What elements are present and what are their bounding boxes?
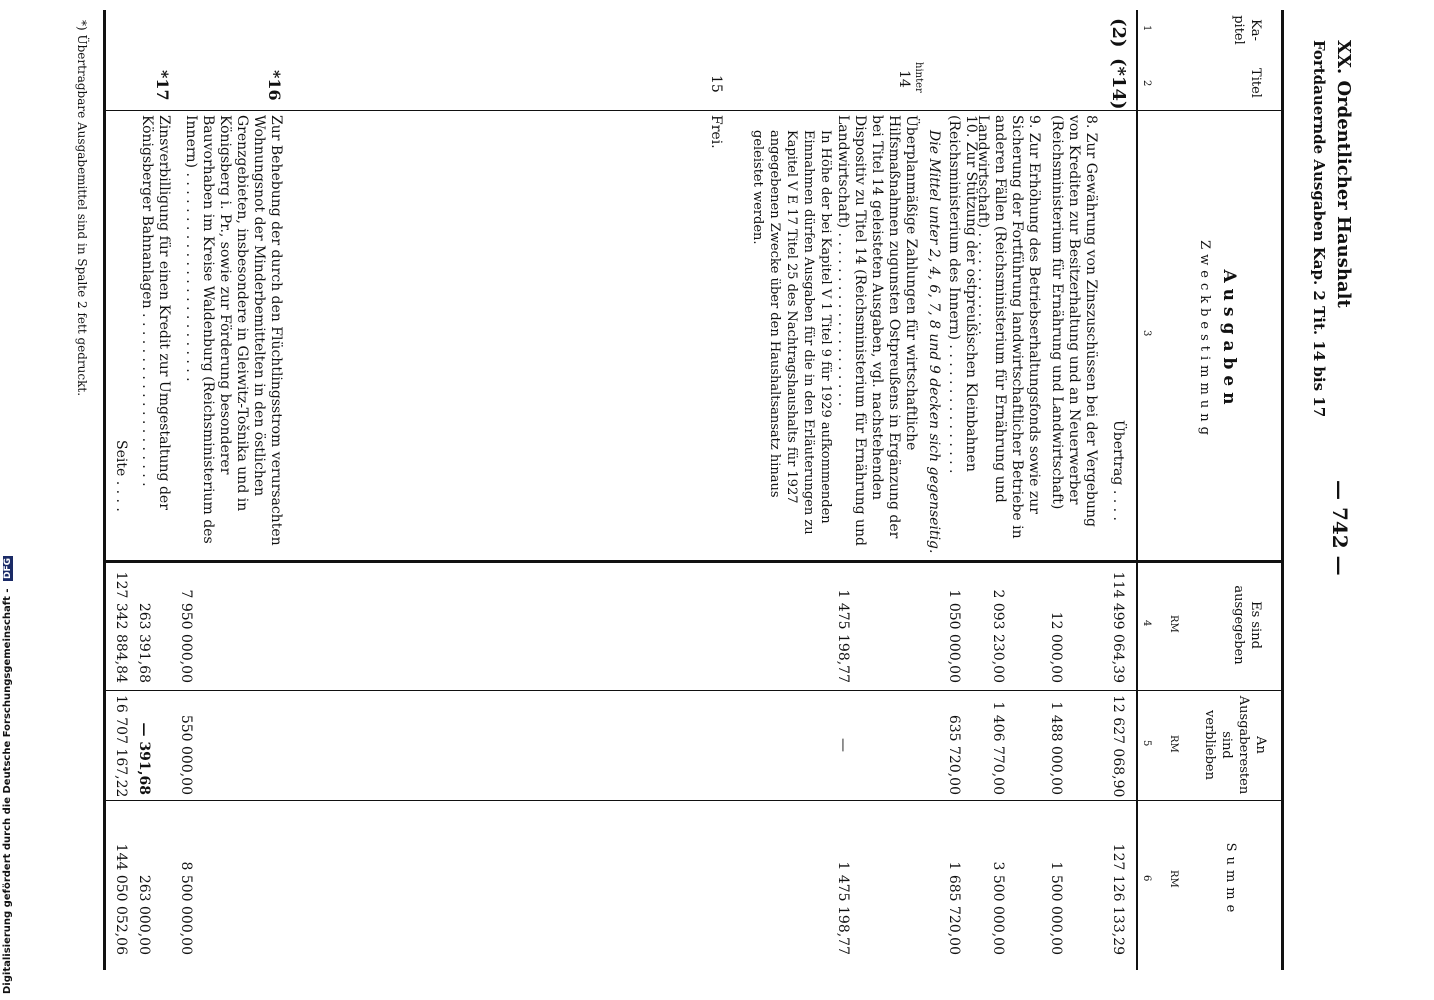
item-10-text: 10. Zur Stützung der ostpreußischen Kleinbahnen (Reichsministerium des Innern) . . . . . . . . . . . . . . . (946, 115, 979, 474)
dfg-credit (2, 557, 16, 994)
col-divider-4 (104, 800, 1284, 801)
hinter-14-text: Überplanmäßige Zahlungen für wirtschaftliche Hilfsmaßnahmen zugunsten Ostpreußens in Ergänzung der bei Titel 14 geleisteten Ausgaben, vgl. nachstehenden Dispositiv zu Titel 14 (Reichsministerium für Ernährung und Landwirtschaft) . . . . . . . . . . . . . . . . . . . . (835, 115, 919, 546)
uebertrag-c4: 114 499 064,39 (1110, 571, 1126, 683)
page-number: — 742 — (1328, 480, 1352, 576)
table-bottom-border (103, 10, 106, 970)
col-divider-1 (104, 110, 1284, 111)
item-10-c4: 1 050 000,00 (946, 589, 962, 683)
seite-c4: 127 342 884,84 (113, 571, 129, 683)
titel-16-c5: 550 000,00 (178, 714, 194, 795)
item-8-c5: 1 488 000,00 (1048, 701, 1064, 795)
item-9-text: 9. Zur Erhöhung des Betriebserhaltungsfonds sowie zur Sicherung der Fortführung landwirtschaftlicher Betriebe in anderen Fällen (Reichsministerium für Ernährung und Landwirtschaft) . . . . . . . . . . . . (975, 115, 1042, 539)
item-9-c4: 2 093 230,00 (990, 589, 1006, 683)
col-header-ausgaben: Ausgaben (1219, 269, 1239, 411)
col-header-kapitel: Ka- pitel (1231, 15, 1263, 45)
uebertrag-label: Übertrag . . . . (1110, 420, 1126, 521)
hinter-14-c5: — (835, 738, 851, 752)
titel-14-label: (*14) (1108, 58, 1129, 110)
col-header-titel: Titel (1248, 68, 1263, 98)
section-subtitle: Fortdauernde Ausgaben Kap. 2 Tit. 14 bis 17 (1310, 40, 1328, 418)
hinter-14-c4: 1 475 198,77 (835, 589, 851, 683)
col-number-4: 4 (1141, 620, 1152, 627)
item-8-c4: 12 000,00 (1048, 611, 1064, 683)
titel-17-c6: 263 000,00 (136, 874, 152, 955)
titel-16-number: *16 (265, 70, 284, 101)
col-header-ausgaberesten: An Ausgaberesten sind verblieben (1202, 695, 1268, 795)
col-header-currency-6: RM (1168, 870, 1179, 888)
col-divider-2 (104, 560, 1284, 563)
item-9-c6: 3 500 000,00 (990, 861, 1006, 955)
uebertrag-c6: 127 126 133,29 (1110, 843, 1126, 955)
uebertrag-c5: 12 627 068,90 (1110, 695, 1126, 798)
titel-16-text: Zur Behebung der durch den Flüchtlingsstrom verursachten Wohnungsnot der Minderbemittelten in den östlichen Grenzgebieten, insbesondere in Gleiwitz-Tošnika und in Königsberg i. Pr., sowie zur Förderung besonderer Bauvorhaben im Kreise Waldenburg (Reichsministerium des Innern) . . . . . . . . . . . . . . . . . . . . . . . . (183, 115, 284, 546)
col-divider-3 (104, 690, 1284, 691)
col-header-summe: Summe (1223, 842, 1238, 918)
titel-17-c5: — 391,68 (136, 722, 152, 795)
col-header-currency-4: RM (1168, 615, 1179, 633)
hinter-14-note: In Höhe der bei Kapitel V 1 Titel 9 für 1929 aufkommenden Einnahmen dürfen Ausgaben für die in den Erläuterungen zu Kapitel V E 17 Titel 25 des Nachtragshaushalts für 1927 angegebenen Zwecke über den Haushaltsansatz hinaus geleistet werden. (750, 130, 833, 535)
section-heading: XX. Ordentlicher Haushalt (1333, 40, 1354, 308)
seite-label: Seite . . . . (113, 440, 129, 512)
hinter-14-c6: 1 475 198,77 (835, 861, 851, 955)
titel-17-number: *17 (153, 70, 172, 101)
titel-16-c4: 7 950 000,00 (178, 589, 194, 683)
item-8-text: 8. Zur Gewährung von Zinszuschüssen bei der Vergebung von Krediten zur Besitzerhaltung und an Neuerwerber (Reichsministerium für Ernährung und Landwirtschaft) (1049, 115, 1099, 528)
col-header-es-sind: Es sind ausgegeben (1231, 585, 1263, 665)
col-number-2: 2 (1141, 80, 1152, 87)
footnote: *) Übertragbare Ausgabemittel sind in Spalte 2 fett gedruckt. (75, 20, 89, 397)
titel-15-text: Frei. (708, 115, 724, 149)
mittel-note: Die Mittel unter 2, 4, 6, 7, 8 und 9 decken sich gegenseitig. (926, 130, 942, 554)
hinter-14-label: hinter (913, 62, 924, 93)
item-8-c6: 1 500 000,00 (1048, 861, 1064, 955)
dfg-credit-text: Digitalisierung gefördert durch die Deutsche Forschungsgemeinschaft - (2, 588, 13, 994)
dfg-credit-rotated (2, 557, 16, 994)
titel-15-number: 15 (708, 75, 724, 93)
titel-17-c4: 263 391,68 (136, 602, 152, 683)
header-bottom-border (1136, 10, 1138, 970)
item-9-c5: 1 406 770,00 (990, 701, 1006, 795)
titel-16-c6: 8 500 000,00 (178, 861, 194, 955)
hinter-14-number: 14 (896, 70, 912, 88)
item-10-c5: 635 720,00 (946, 714, 962, 795)
titel-17-text: Zinsverbilligung für einen Kredit zur Umgestaltung der Königsberger Bahnanlagen . . . . . . . . . . . . . . . . . . . . (139, 115, 172, 510)
dfg-logo: DFG (3, 557, 13, 579)
col-number-5: 5 (1141, 740, 1152, 747)
col-header-zweckbestimmung: Zweckbestimmung (1197, 240, 1212, 440)
seite-c5: 16 707 167,22 (113, 695, 129, 798)
table-top-border (1281, 10, 1284, 970)
col-number-3: 3 (1141, 330, 1152, 337)
col-header-currency-5: RM (1168, 735, 1179, 753)
col-number-6: 6 (1141, 875, 1152, 882)
item-10-c6: 1 685 720,00 (946, 861, 962, 955)
col-number-1: 1 (1141, 25, 1152, 32)
kapitel-label: (2) (1108, 18, 1129, 48)
seite-c6: 144 050 052,06 (113, 843, 129, 955)
